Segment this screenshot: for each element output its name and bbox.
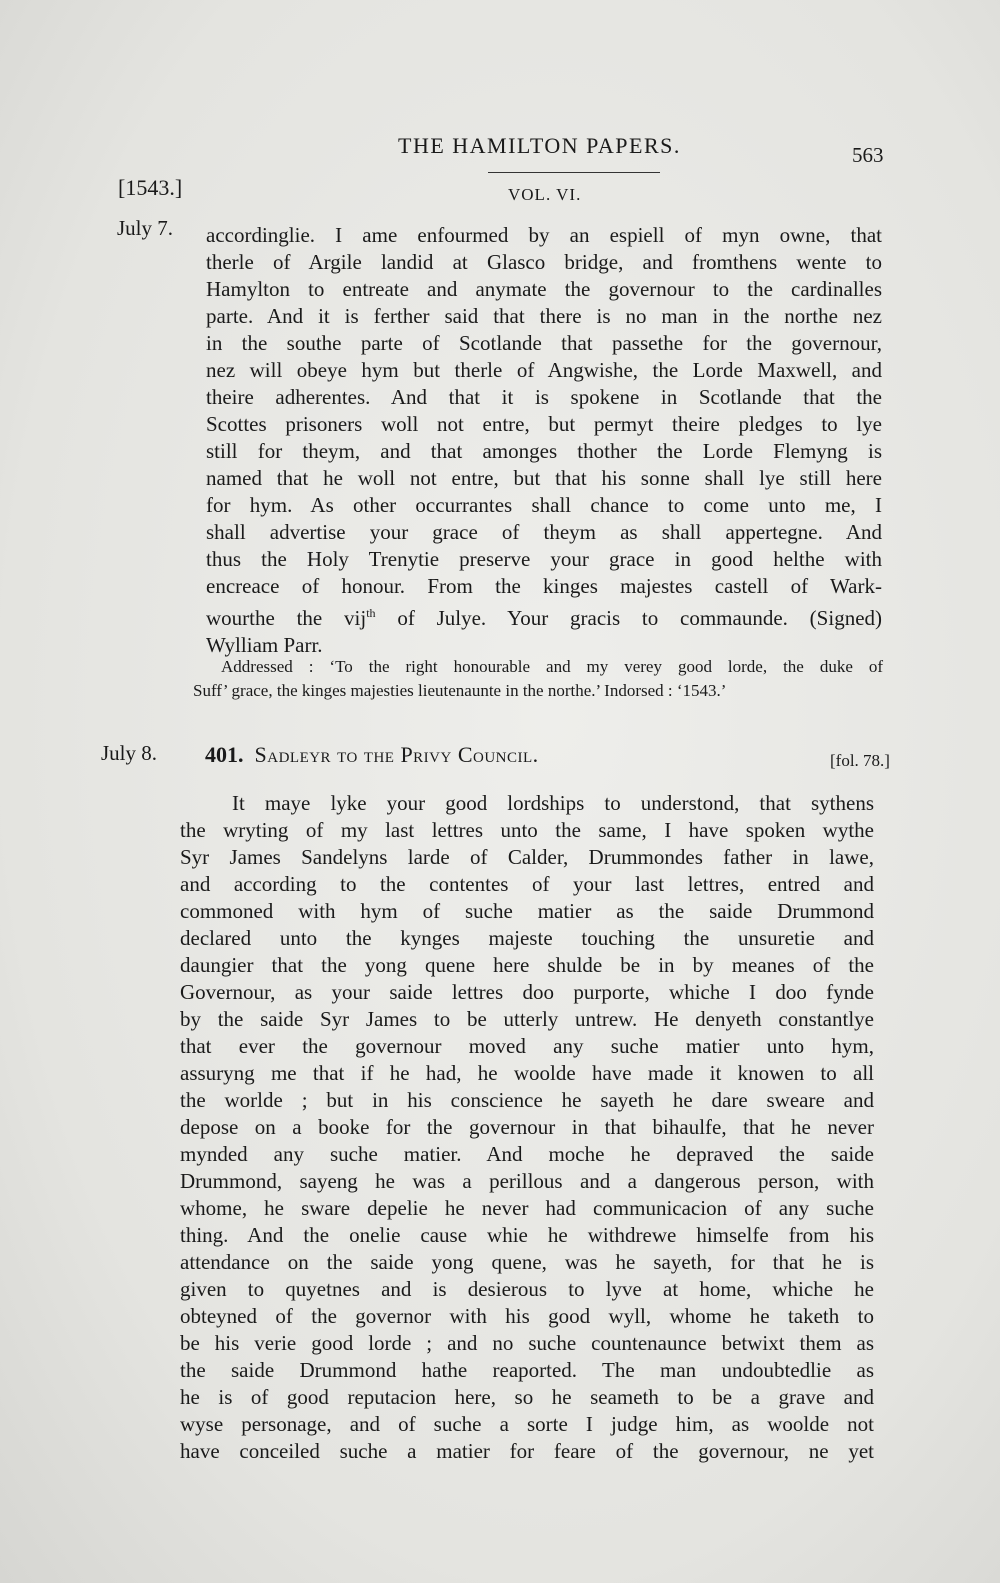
text-line: whome, he sware depelie he never had communicacion of any suche [180,1196,874,1220]
text-line: for hym. As other occurrantes shall chance to come unto me, I [206,493,882,517]
text-line: encreace of honour. From the kinges majestes castell of Wark- [206,574,882,598]
page-number: 563 [852,143,884,167]
title-rule [488,172,660,173]
margin-date-july-8: July 8. [101,741,158,765]
text-line: therle of Argile landid at Glasco bridge, and fromthens wente to [206,250,882,274]
text-line: depose on a booke for the governour in that bihaulfe, that he never [180,1115,874,1139]
volume-label: VOL. VI. [508,185,582,204]
text-line: Scottes prisoners woll not entre, but permyt theire pledges to lye [206,412,882,436]
text-line: assuryng me that if he had, he woolde have made it knowen to all [180,1061,874,1085]
date-text: wourthe the vij [206,606,367,630]
ordinal-suffix: th [366,606,376,620]
text-line: Governour, as your saide lettres doo purporte, whiche I doo fynde [180,980,874,1004]
text-line: commoned with hym of suche matier as the saide Drummond [180,899,874,923]
text-line: named that he woll not entre, but that his sonne shall lye still here [206,466,882,490]
letter-continuation [206,222,882,659]
endorsement-note [193,655,883,703]
text-line: Hamylton to entreate and anymate the governour to the cardinalles [206,277,882,301]
text-line: wyse personage, and of suche a sorte I judge him, as woolde not [180,1412,874,1436]
text-line: attendance on the saide yong quene, was he sayeth, for that he is [180,1250,874,1274]
text-line: be his verie good lorde ; and no suche countenaunce betwixt them as [180,1331,874,1355]
folio-reference: [fol. 78.] [830,751,890,770]
text-line: have conceiled suche a matier for feare of the governour, ne yet [180,1439,874,1463]
closing-text: of Julye. Your gracis to commaunde. (Signed) [375,606,883,630]
text-line: still for theym, and that amonges thother the Lorde Flemyng is [206,439,882,463]
letter-401-body [180,790,874,1465]
text-line: by the saide Syr James to be utterly untrew. He denyeth constantlye [180,1007,874,1031]
text-line: daungier that the yong quene here shulde be in by meanes of the [180,953,874,977]
text-line: theire adherentes. And that it is spokene in Scotlande that the [206,385,882,409]
text-line: that ever the governour moved any suche matier unto hym, [180,1034,874,1058]
text-line: Syr James Sandelyns larde of Calder, Drummondes father in lawe, [180,845,874,869]
text-line: the wryting of my last lettres unto the same, I have spoken wythe [180,818,874,842]
text-line-date [206,600,882,632]
text-line: the saide Drummond hathe reaported. The man undoubtedlie as [180,1358,874,1382]
signature-line: Wylliam Parr. [206,633,323,657]
text-line: obteyned of the governor with his good wyll, whome he taketh to [180,1304,874,1328]
entry-heading [205,742,539,768]
text-line: given to quyetnes and is desierous to lyve at home, whiche he [180,1277,874,1301]
entry-title: Sadleyr to the Privy Council. [254,742,539,767]
text-line: parte. And it is ferther said that there is no man in the northe nez [206,304,882,328]
running-title: THE HAMILTON PAPERS. [398,133,681,158]
entry-number: 401. [205,742,244,767]
text-line: he is of good reputacion here, so he seameth to be a grave and [180,1385,874,1409]
text-line: and according to the contentes of your last lettres, entred and [180,872,874,896]
text-line: declared unto the kynges majeste touching the unsuretie and [180,926,874,950]
text-line: nez will obeye hym but therle of Angwishe, the Lorde Maxwell, and [206,358,882,382]
year-marker: [1543.] [118,175,183,200]
text-line: It maye lyke your good lordships to understond, that sythens [232,791,874,815]
margin-date-july-7: July 7. [117,216,174,240]
note-line: Addressed : ‘To the right honourable and my verey good lorde, the duke of [221,657,883,676]
text-line: thus the Holy Trenytie preserve your grace in good helthe with [206,547,882,571]
text-line: accordinglie. I ame enfourmed by an espiell of myn owne, that [206,223,882,247]
text-line: the worlde ; but in his conscience he sayeth he dare sweare and [180,1088,874,1112]
text-line: shall advertise your grace of theym as shall appertegne. And [206,520,882,544]
text-line: in the southe parte of Scotlande that passethe for the governour, [206,331,882,355]
text-line: thing. And the onelie cause whie he withdrewe himselfe from his [180,1223,874,1247]
text-line: Drummond, sayeng he was a perillous and a dangerous person, with [180,1169,874,1193]
note-line: Suff’ grace, the kinges majesties lieutenaunte in the northe.’ Indorsed : ‘1543.’ [193,681,727,700]
text-line: mynded any suche matier. And moche he depraved the saide [180,1142,874,1166]
